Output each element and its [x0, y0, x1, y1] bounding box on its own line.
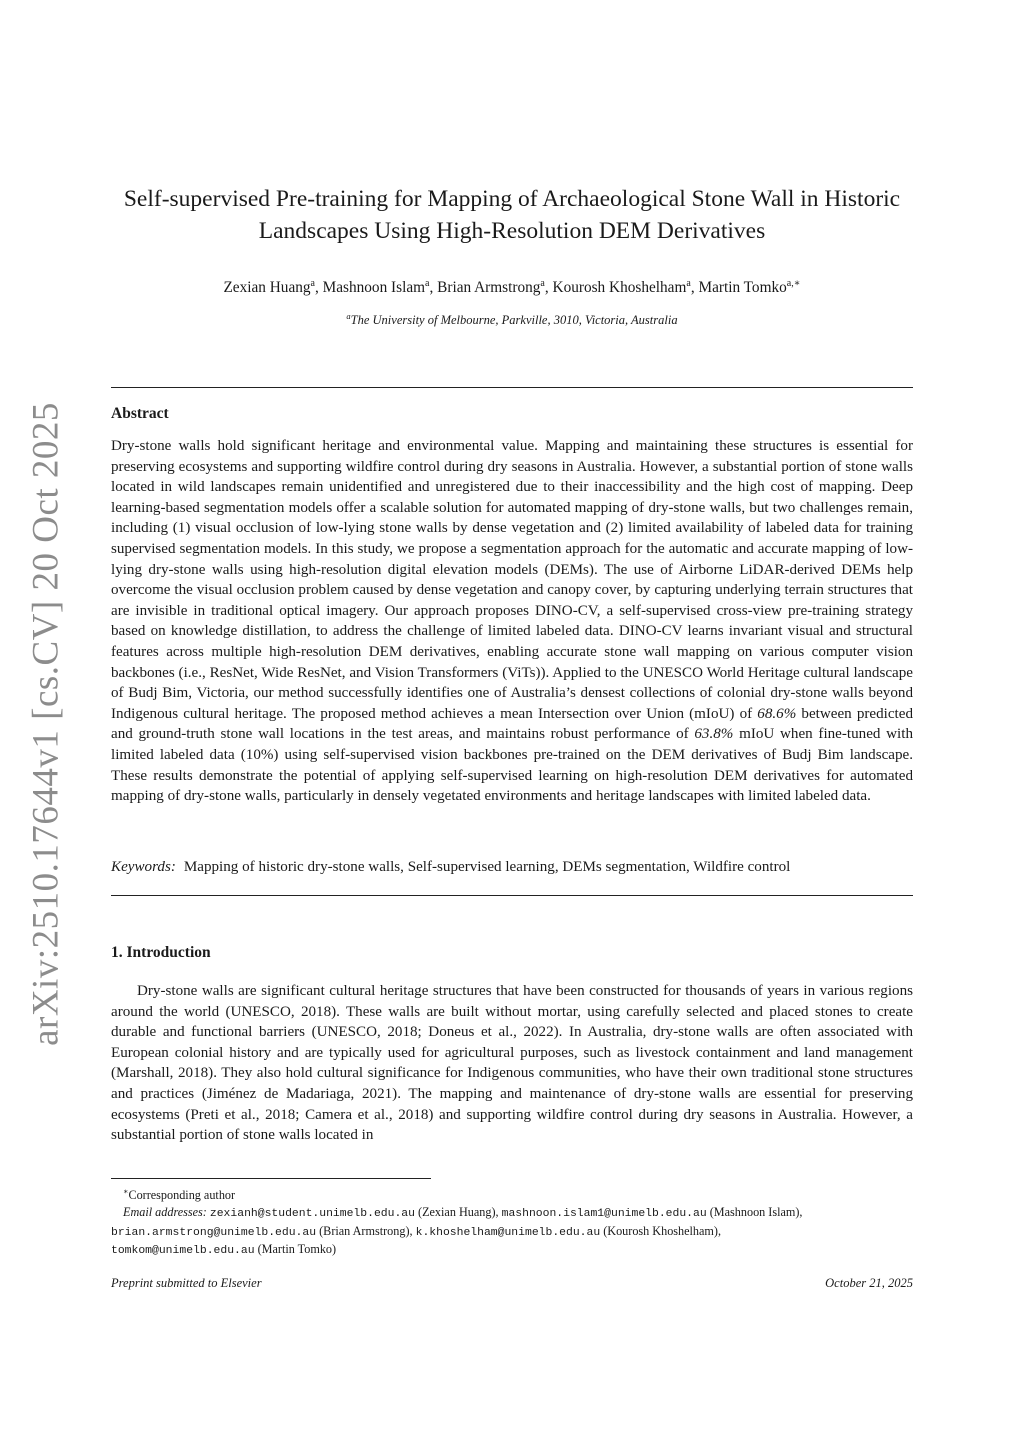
arxiv-identifier-stamp: arXiv:2510.17644v1 [cs.CV] 20 Oct 2025 [25, 402, 67, 1046]
author: Mashnoon Islam$^a$, [322, 278, 438, 297]
abstract-bottom-rule [111, 895, 913, 896]
keywords-label: Keywords: [111, 859, 176, 875]
intro-paragraph: Dry-stone walls are significant cultural heritage structures that have been constructed for thousands of years in various regions around the world (UNESCO, 2018). These walls are built without mortar, using carefully selected and placed stones to create durable and functional barriers (UNESCO, 2018; Doneus et al., 2022). In Australia, dry-stone walls are often associated with European colonial history and are typically used for agricultural purposes, such as livestock containment and land management (Marshall, 2018). They also hold cultural significance for Indigenous communities, who have their own traditional stone structures and practices (Jiménez de Madariaga, 2021). The mapping and maintenance of dry-stone walls are essential for preserving ecosystems (Preti et al., 2018; Camera et al., 2018) and supporting wildfire control during dry seasons in Australia. However, a substantial portion of stone walls located in [111, 983, 913, 1144]
author: Martin Tomko$^{a,∗}$ [698, 278, 801, 297]
footnote-emails-line-1: Email addresses: zexianh@student.unimelb.edu.au (Zexian Huang), mashnoon.islam1@unimelb.edu.au (Mashnoon Islam), [123, 1204, 803, 1220]
affiliation: $^a$The University of Melbourne, Parkville, 3010, Victoria, Australia [346, 311, 678, 328]
title-line-1: Self-supervised Pre-training for Mapping of Archaeological Stone Wall in Historic [123, 186, 901, 212]
abstract-text: Dry-stone walls hold significant heritage and environmental value. Mapping and maintaining these structures is essential for preserving ecosystems and supporting wildfire control during dry seasons in Australia. However, a substantial portion of stone walls located in wild landscapes remain unidentified and unregistered due to their inaccessibility and the high cost of mapping. Deep learning-based segmentation models offer a scalable solution for automated mapping of dry-stone walls, but two challenges remain, including (1) visual occlusion of low-lying stone walls by dense vegetation and (2) limited availability of labeled data for training supervised segmentation models. In this study, we propose a segmentation approach for the automatic and accurate mapping of low-lying dry-stone walls using high-resolution digital elevation models (DEMs). The use of Airborne LiDAR-derived DEMs help overcome the visual occlusion problem caused by dense vegetation and canopy cover, by capturing underlying terrain structures that are invisible in traditional optical imagery. Our approach proposes DINO-CV, a self-supervised cross-view pre-training strategy based on knowledge distillation, to address the challenge of limited labeled data. DINO-CV learns invariant visual and structural features across multiple high-resolution DEM derivatives, enabling accurate stone wall mapping on various computer vision backbones (i.e., ResNet, Wide ResNet, and Vision Transformers (ViTs)). Applied to the UNESCO World Heritage cultural landscape of Budj Bim, Victoria, our method successfully identifies one of Australia’s densest collections of colonial dry-stone walls beyond Indigenous cultural heritage. The proposed method achieves a mean Intersection over Union (mIoU) of 68.6% between predicted and ground-truth stone wall locations in the test areas, and maintains robust performance of 63.8% mIoU when fine-tuned with limited labeled data (10%) using self-supervised vision backbones pre-trained on the DEM derivatives of Budj Bim landscape. These results demonstrate the potential of applying self-supervised learning on high-resolution DEM derivatives for automated mapping of dry-stone walls, particularly in densely vegetated environments and heritage landscapes with limited labeled data. [111, 438, 913, 805]
intro-heading: 1. Introduction [111, 944, 211, 961]
footer-submission: Preprint submitted to Elsevier [111, 1276, 262, 1290]
footnotes [111, 1184, 913, 1260]
email-link[interactable]: brian.armstrong@unimelb.edu.au [111, 1226, 317, 1239]
email-link[interactable]: k.khoshelham@unimelb.edu.au [415, 1226, 601, 1239]
paper-title [111, 183, 913, 247]
page-footer [111, 1276, 913, 1291]
email-link[interactable]: zexianh@student.unimelb.edu.au [209, 1207, 415, 1220]
footnote-rule [111, 1178, 431, 1179]
footnote-emails-line-3: tomkom@unimelb.edu.au (Martin Tomko) [111, 1242, 337, 1258]
abstract-heading: Abstract [111, 405, 169, 422]
author: Brian Armstrong$^a$, [437, 278, 553, 297]
abstract-top-rule [111, 387, 913, 388]
footer-date: October 21, 2025 [825, 1276, 913, 1290]
footnote-emails-line-2: brian.armstrong@unimelb.edu.au (Brian Armstrong), k.khoshelham@unimelb.edu.au (Kourosh Khoshelham), [111, 1223, 722, 1239]
title-line-2: Landscapes Using High-Resolution DEM Derivatives [258, 218, 766, 244]
author-list [111, 274, 913, 298]
email-link[interactable]: tomkom@unimelb.edu.au [111, 1245, 255, 1258]
email-link[interactable]: mashnoon.islam1@unimelb.edu.au [501, 1207, 707, 1220]
keywords [111, 859, 913, 876]
author: Zexian Huang$^a$, [223, 278, 323, 297]
keywords-text: Mapping of historic dry-stone walls, Self-supervised learning, DEMs segmentation, Wildfire control [183, 859, 791, 875]
footnote-corresponding: ∗Corresponding author [123, 1187, 236, 1203]
author: Kourosh Khoshelham$^a$, [552, 278, 699, 297]
